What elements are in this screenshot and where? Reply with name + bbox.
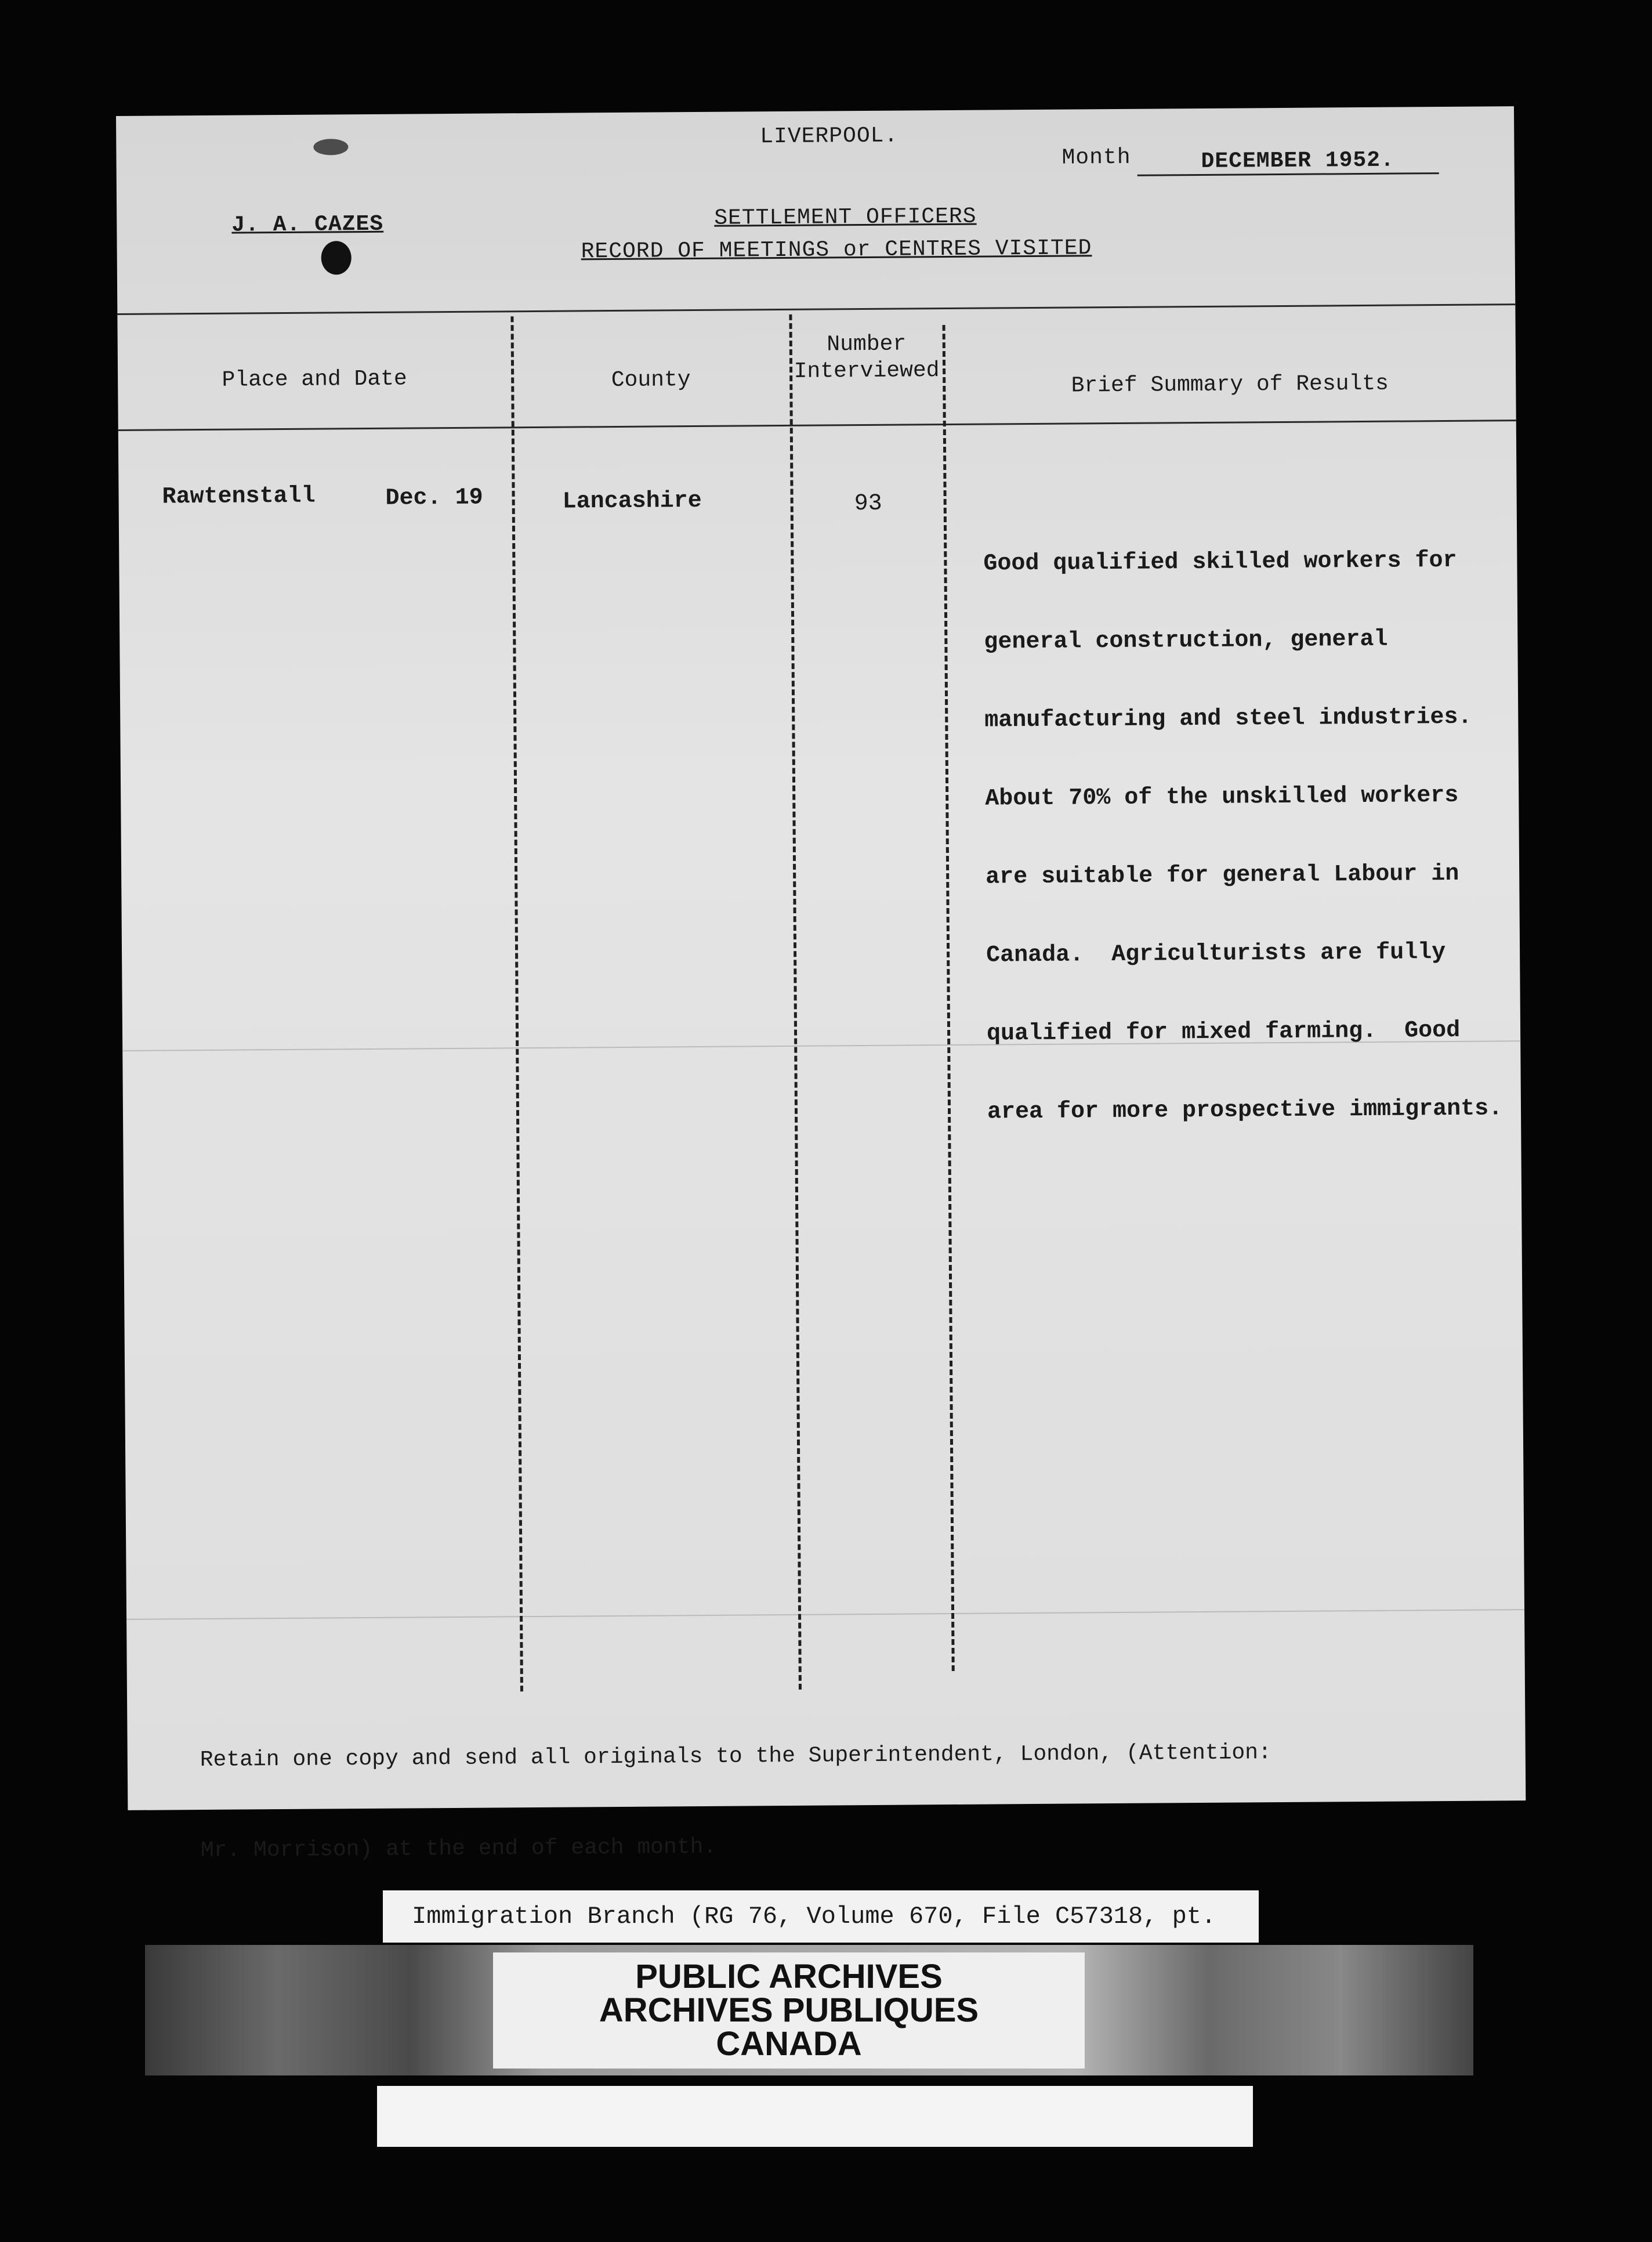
column-header-county: County bbox=[611, 367, 691, 393]
column-divider bbox=[510, 316, 523, 1691]
month-value: DECEMBER 1952. bbox=[1137, 147, 1439, 176]
officer-name: J. A. CAZES bbox=[231, 211, 384, 238]
row-divider bbox=[126, 1609, 1524, 1620]
header-bottom-rule bbox=[118, 420, 1516, 431]
stamp-line: PUBLIC ARCHIVES bbox=[635, 1958, 943, 1995]
row-summary bbox=[983, 495, 1503, 1177]
archive-reference: Immigration Branch (RG 76, Volume 670, File C57318, pt. bbox=[383, 1890, 1259, 1943]
ink-blot bbox=[321, 241, 352, 274]
column-header-place-date: Place and Date bbox=[222, 366, 407, 393]
summary-line: area for more prospective immigrants. bbox=[987, 1095, 1503, 1126]
form-subtitle: RECORD OF MEETINGS or CENTRES VISITED bbox=[581, 236, 1092, 265]
column-divider bbox=[943, 325, 955, 1671]
summary-line: manufacturing and steel industries. bbox=[984, 704, 1472, 734]
city-heading: LIVERPOOL. bbox=[760, 123, 899, 150]
column-header-number bbox=[791, 331, 943, 385]
summary-line: are suitable for general Labour in bbox=[986, 860, 1459, 891]
document-page bbox=[116, 106, 1526, 1864]
archives-stamp bbox=[493, 1952, 1085, 2069]
column-divider bbox=[789, 314, 802, 1690]
row-place: Rawtenstall bbox=[162, 483, 316, 511]
summary-line: qualified for mixed farming. Good bbox=[986, 1017, 1461, 1047]
row-number: 93 bbox=[854, 490, 882, 518]
summary-line: Canada. Agriculturists are fully bbox=[986, 939, 1446, 969]
summary-line: Good qualified skilled workers for bbox=[983, 547, 1457, 577]
column-header-summary: Brief Summary of Results bbox=[1071, 371, 1389, 399]
summary-line: About 70% of the unskilled workers bbox=[985, 782, 1459, 812]
row-date: Dec. 19 bbox=[385, 484, 483, 512]
blank-label-strip bbox=[377, 2086, 1253, 2147]
stamp-line: CANADA bbox=[716, 2025, 862, 2063]
footer-instructions bbox=[200, 1677, 1273, 1926]
stamp-line: ARCHIVES PUBLIQUES bbox=[599, 1991, 979, 2029]
row-county: Lancashire bbox=[562, 487, 702, 515]
table-top-rule bbox=[117, 303, 1515, 315]
form-title: SETTLEMENT OFFICERS bbox=[714, 204, 977, 231]
summary-line: general construction, general bbox=[984, 626, 1388, 656]
month-label: Month bbox=[1062, 144, 1131, 171]
footer-line: Retain one copy and send all originals to the Superintendent, London, (Attention: bbox=[200, 1740, 1271, 1773]
column-header-number-label: Number Interviewed bbox=[794, 331, 940, 384]
ink-smudge bbox=[313, 139, 348, 155]
footer-line: Mr. Morrison) at the end of each month. bbox=[200, 1834, 717, 1864]
